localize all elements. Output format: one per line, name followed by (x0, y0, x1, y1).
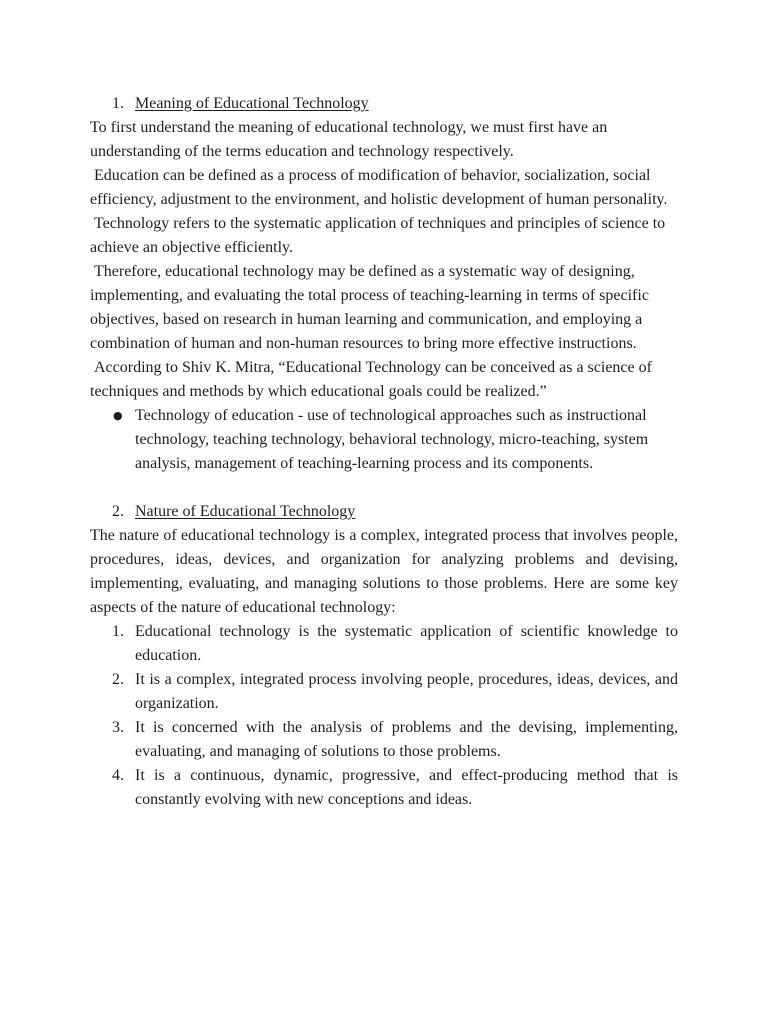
list-item (90, 620, 678, 668)
section-title: Meaning of Educational Technology (135, 95, 369, 112)
list-number: 1. (112, 623, 124, 640)
paragraph: To first understand the meaning of educational technology, we must first have an understanding of the terms education and technology respectively. (90, 119, 608, 160)
list-item (90, 668, 678, 716)
numbered-list (90, 620, 678, 812)
paragraph: Education can be defined as a process of modification of behavior, socialization, social efficiency, adjustment to the environment, and holistic development of human personality. (90, 167, 668, 208)
list-item (90, 404, 678, 476)
section-number: 2. (112, 503, 124, 520)
bullet-list (90, 404, 678, 476)
list-number: 2. (112, 671, 124, 688)
list-item (90, 716, 678, 764)
section-heading-meaning (90, 92, 678, 116)
list-item-text: It is concerned with the analysis of problems and the devising, implementing, evaluating, and managing of solutions to those problems. (135, 719, 678, 760)
list-item-text: It is a continuous, dynamic, progressive, and effect-producing method that is constantly evolving with new conceptions and ideas. (135, 767, 678, 808)
list-number: 3. (112, 719, 124, 736)
list-item (90, 764, 678, 812)
spacer (90, 476, 678, 500)
bullet-icon: ● (113, 409, 123, 422)
section-heading-nature (90, 500, 678, 524)
list-item-text: Technology of education - use of technological approaches such as instructional technology, teaching technology, behavioral technology, micro-teaching, system analysis, management of teaching-learning process and its components. (135, 407, 649, 472)
section-title: Nature of Educational Technology (135, 503, 356, 520)
paragraph: The nature of educational technology is a complex, integrated process that involves people, procedures, ideas, devices, and organization for analyzing problems and devising, implementing, evaluating, and managing solutions to those problems. Here are some key aspects of the nature of educational technology: (90, 527, 678, 616)
paragraph: According to Shiv K. Mitra, “Educational Technology can be conceived as a science of techniques and methods by which educational goals could be realized.” (90, 359, 656, 400)
section-number: 1. (112, 95, 124, 112)
list-item-text: It is a complex, integrated process involving people, procedures, ideas, devices, and organization. (135, 671, 678, 712)
list-number: 4. (112, 767, 124, 784)
paragraph: Therefore, educational technology may be defined as a systematic way of designing, implementing, and evaluating the total process of teaching-learning in terms of specific objectives, based on research in human learning and communication, and employing a combination of human and non-human resources to bring more effective instructions. (90, 263, 653, 352)
list-item-text: Educational technology is the systematic application of scientific knowledge to education. (135, 623, 678, 664)
document-page (90, 92, 678, 812)
paragraph: Technology refers to the systematic application of techniques and principles of science to achieve an objective efficiently. (90, 215, 670, 256)
